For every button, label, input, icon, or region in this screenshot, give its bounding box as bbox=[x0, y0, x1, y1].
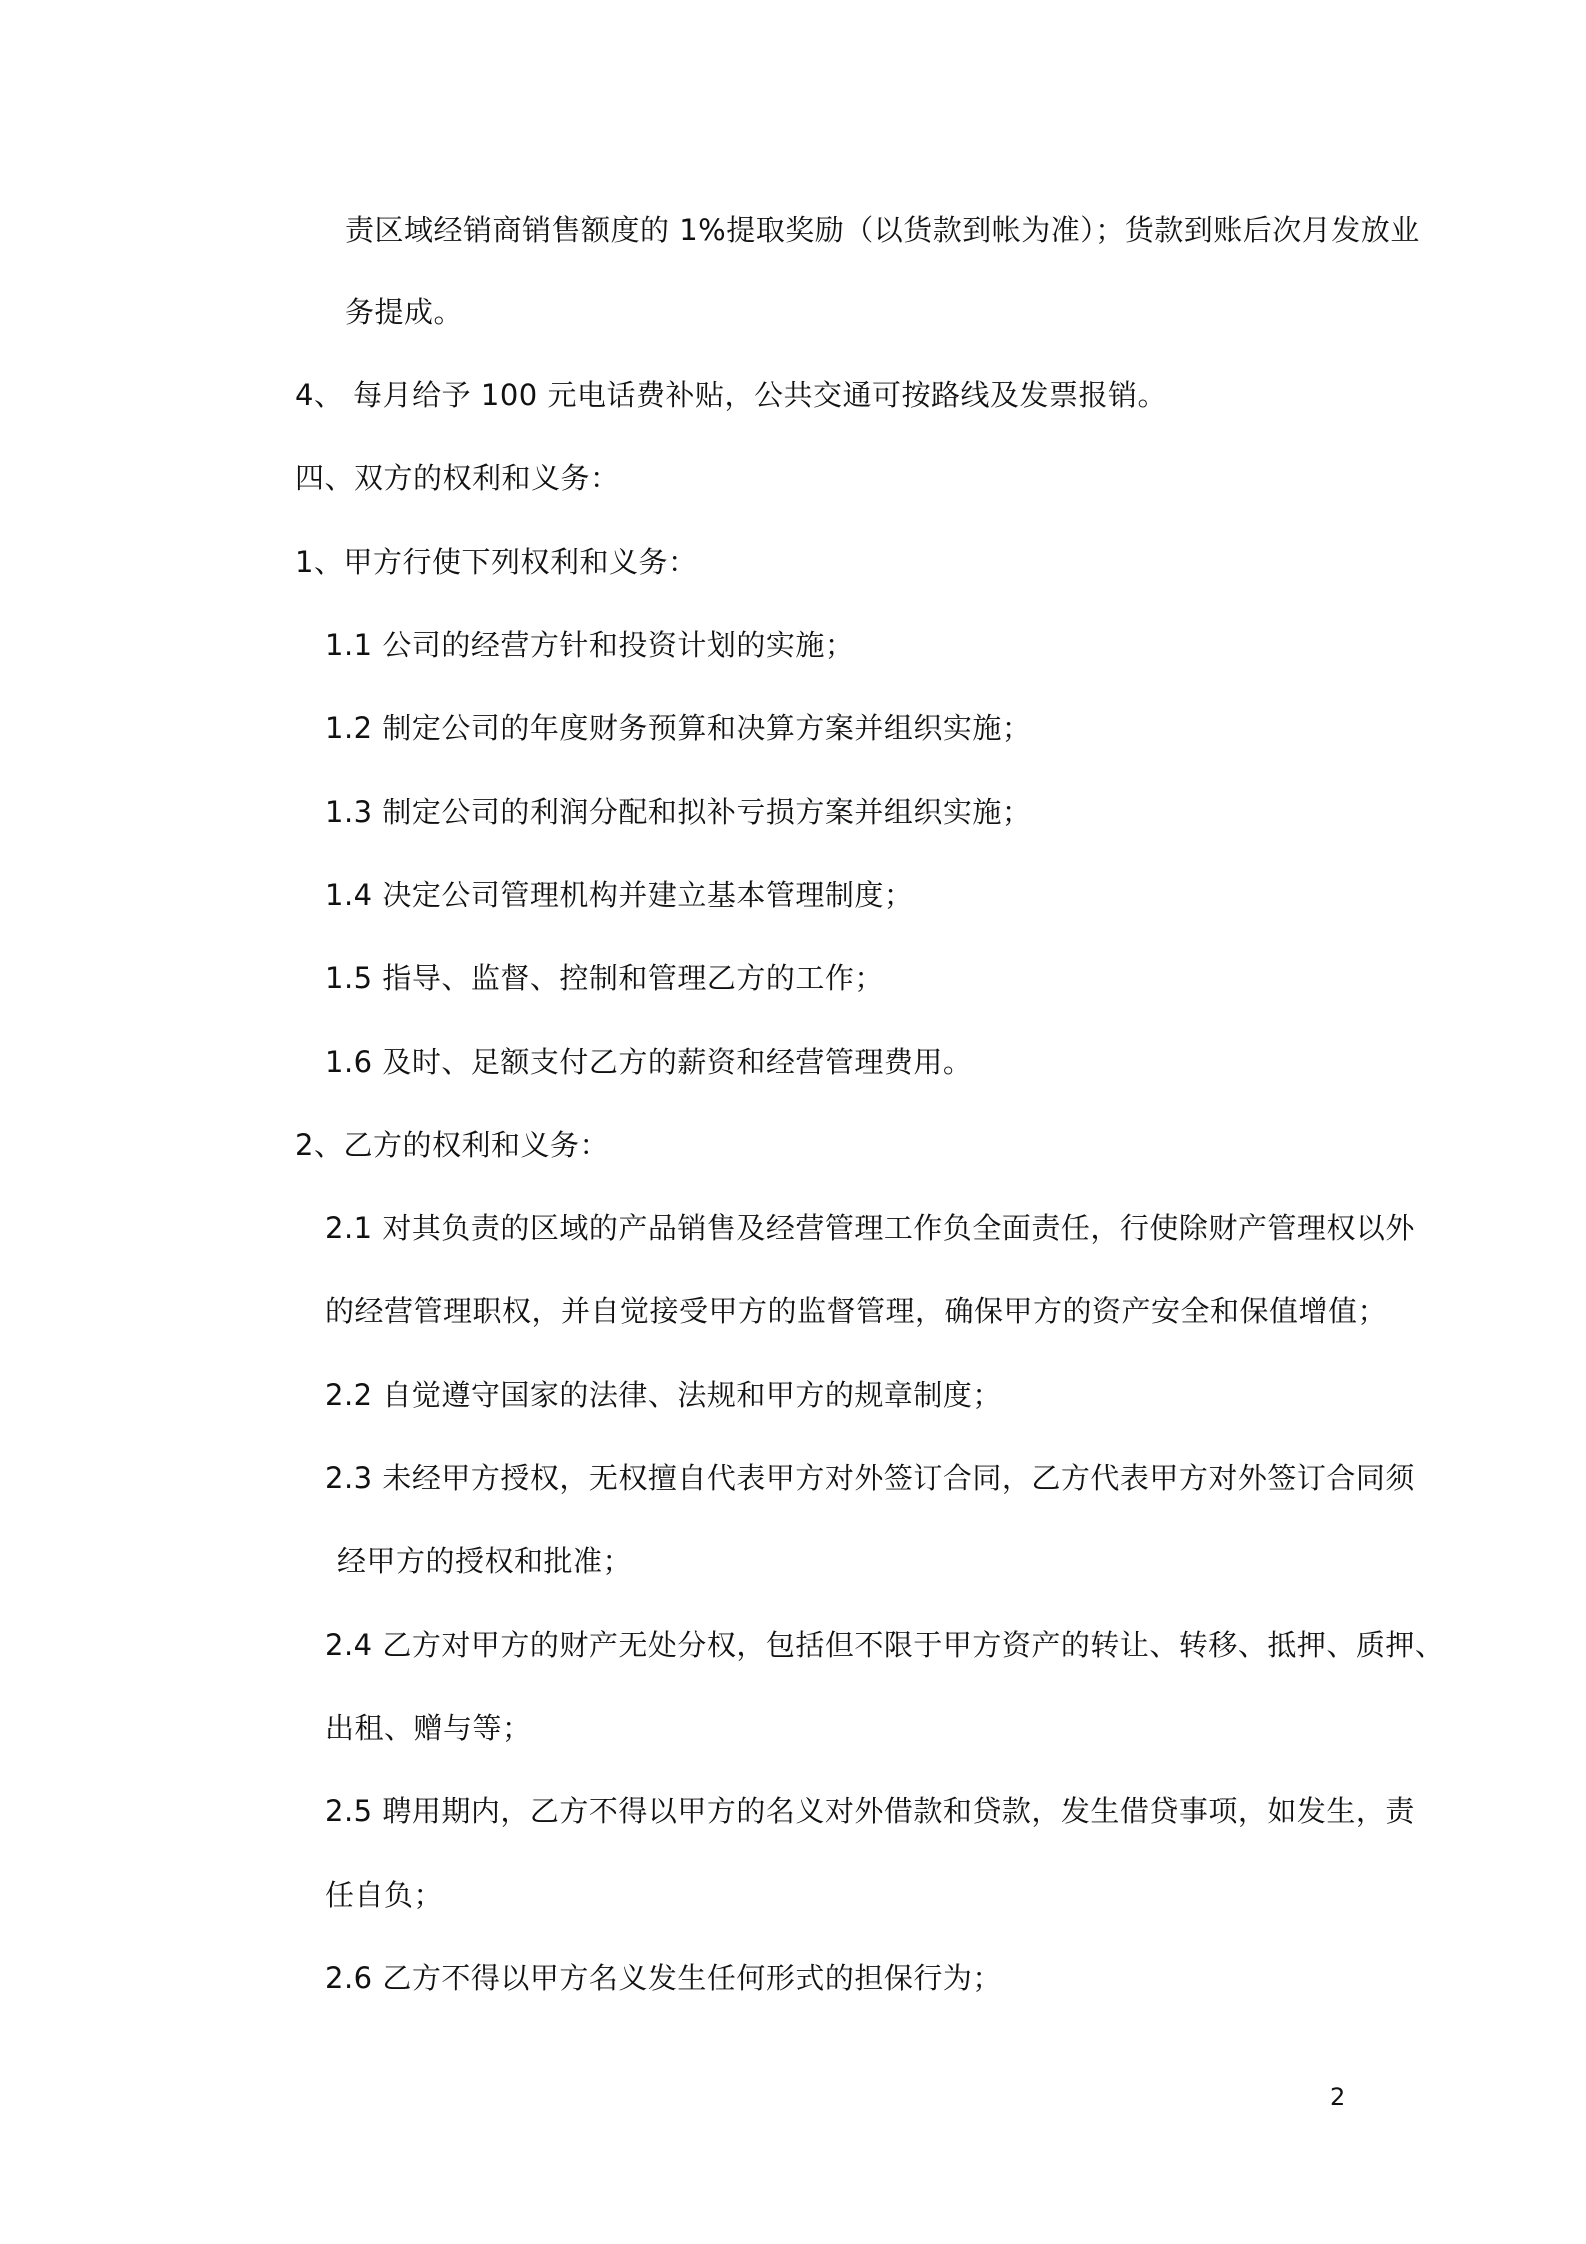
section-heading-rights: 四、双方的权利和义务： bbox=[295, 461, 620, 495]
text-line-2-1b: 的经营管理职权，并自觉接受甲方的监督管理，确保甲方的资产安全和保值增值； bbox=[325, 1294, 1388, 1328]
text-line-1: 责区域经销商销售额度的 1%提取奖励（以货款到帐为准）；货款到账后次月发放业 bbox=[345, 213, 1420, 247]
text-line-2-6: 2.6 乙方不得以甲方名义发生任何形式的担保行为； bbox=[325, 1961, 1002, 1995]
text-line-2-3b: 经甲方的授权和批准； bbox=[337, 1544, 633, 1578]
page-number: 2 bbox=[1330, 2083, 1346, 2111]
subheading-party-b: 2、乙方的权利和义务： bbox=[295, 1128, 609, 1162]
text-line-1-5: 1.5 指导、监督、控制和管理乙方的工作； bbox=[325, 961, 884, 995]
text-line-3: 4、 每月给予 100 元电话费补贴，公共交通可按路线及发票报销。 bbox=[295, 378, 1167, 412]
text-line-1-3: 1.3 制定公司的利润分配和拟补亏损方案并组织实施； bbox=[325, 795, 1032, 829]
text-line-1-2: 1.2 制定公司的年度财务预算和决算方案并组织实施； bbox=[325, 711, 1032, 745]
text-line-1-1: 1.1 公司的经营方针和投资计划的实施； bbox=[325, 628, 855, 662]
text-line-2-4b: 出租、赠与等； bbox=[325, 1711, 532, 1745]
text-line-1-6: 1.6 及时、足额支付乙方的薪资和经营管理费用。 bbox=[325, 1045, 973, 1079]
text-line-1-4: 1.4 决定公司管理机构并建立基本管理制度； bbox=[325, 878, 914, 912]
text-line-2-4a: 2.4 乙方对甲方的财产无处分权，包括但不限于甲方资产的转让、转移、抵押、质押、 bbox=[325, 1628, 1445, 1662]
text-line-2: 务提成。 bbox=[345, 295, 464, 329]
text-line-2-1a: 2.1 对其负责的区域的产品销售及经营管理工作负全面责任，行使除财产管理权以外 bbox=[325, 1211, 1415, 1245]
text-line-2-5a: 2.5 聘用期内，乙方不得以甲方的名义对外借款和贷款，发生借贷事项，如发生，责 bbox=[325, 1794, 1415, 1828]
text-line-2-5b: 任自负； bbox=[325, 1878, 444, 1912]
text-line-2-2: 2.2 自觉遵守国家的法律、法规和甲方的规章制度； bbox=[325, 1378, 1002, 1412]
subheading-party-a: 1、甲方行使下列权利和义务： bbox=[295, 545, 698, 579]
text-line-2-3a: 2.3 未经甲方授权，无权擅自代表甲方对外签订合同，乙方代表甲方对外签订合同须 bbox=[325, 1461, 1415, 1495]
